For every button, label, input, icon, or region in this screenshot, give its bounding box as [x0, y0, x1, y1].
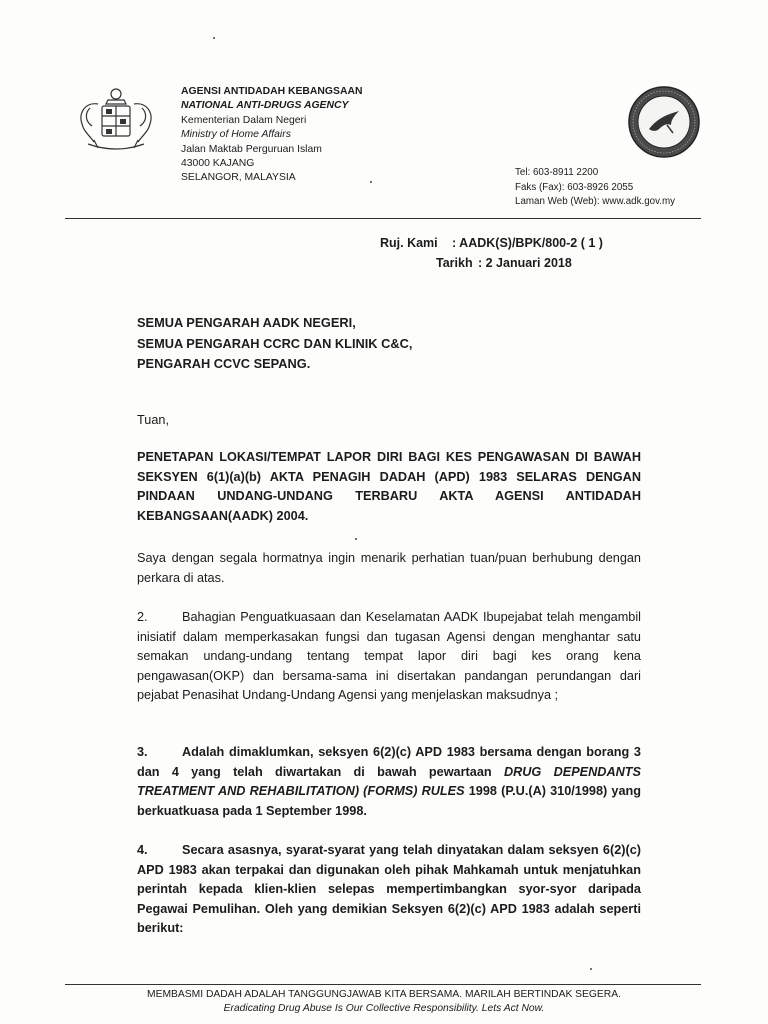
paragraph-3 [137, 743, 641, 821]
paragraph-2 [137, 608, 641, 706]
paragraph-text: Secara asasnya, syarat-syarat yang telah dinyatakan dalam seksyen 6(2)(c) APD 1983 akan terpakai dan digunakan oleh pihak Mahkamah untuk menjatuhkan perintah kepada klien-klien selepas mempertimbangkan syor-syor daripada Pegawai Pemulihan. Oleh yang demikian Seksyen 6(2)(c) APD 1983 adalah seperti berikut: [137, 843, 641, 936]
date-label: Tarikh [436, 256, 473, 270]
ref-value: : AADK(S)/BPK/800-2 ( 1 ) [452, 236, 603, 250]
subject-heading: PENETAPAN LOKASI/TEMPAT LAPOR DIRI BAGI KES PENGAWASAN DI BAWAH SEKSYEN 6(1)(a)(b) AKTA PENAGIH DADAH (APD) 1983 SELARAS DENGAN PINDAAN UNDANG-UNDANG TERBARU AKTA AGENSI ANTIDADAH KEBANGSAAN(AADK) 2004. [137, 450, 641, 523]
date-value: : 2 Januari 2018 [478, 256, 572, 270]
recipient-line: PENGARAH CCVC SEPANG. [137, 356, 311, 371]
scan-speck [370, 181, 372, 183]
scan-speck [355, 538, 357, 540]
website: Laman Web (Web): www.adk.gov.my [515, 196, 676, 208]
footer-slogan-en: Eradicating Drug Abuse Is Our Collective Responsibility. Lets Act Now. [223, 1003, 545, 1014]
paragraph-text: 1998 (P.U.(A) 310/1998) yang berkuatkuasa pada 1 September 1998. [137, 784, 641, 818]
contact-block [515, 166, 675, 210]
reference-block [380, 233, 603, 273]
agency-name-en: NATIONAL ANTI-DRUGS AGENCY [181, 100, 349, 112]
ministry-ms: Kementerian Dalam Negeri [181, 114, 307, 126]
paragraph-4 [137, 841, 641, 939]
address-state: SELANGOR, MALAYSIA [181, 172, 296, 184]
agency-address-block [181, 85, 362, 186]
malaysia-coat-of-arms-icon [68, 84, 164, 156]
scan-speck [590, 968, 592, 970]
paragraph-text-italic: DRUG DEPENDANTS TREATMENT AND REHABILITATION) (FORMS) RULES [137, 764, 641, 799]
address-street: Jalan Maktab Perguruan Islam [181, 143, 322, 155]
paragraph-number: 4. [137, 843, 148, 857]
ref-label: Ruj. Kami [380, 236, 438, 250]
agency-name-ms: AGENSI ANTIDADAH KEBANGSAAN [181, 86, 363, 97]
fax: Faks (Fax): 603-8926 2055 [515, 181, 634, 193]
footer-divider [65, 984, 701, 985]
recipients-block [137, 313, 412, 375]
intro-paragraph: Saya dengan segala hormatnya ingin menarik perhatian tuan/puan berhubung dengan perkara di atas. [137, 551, 641, 585]
paragraph-text: Adalah dimaklumkan, seksyen 6(2)(c) APD 1983 bersama dengan borang 3 dan 4 yang telah diwartakan di bawah pewartaan [137, 745, 641, 779]
address-city: 43000 KAJANG [181, 158, 255, 170]
ministry-en: Ministry of Home Affairs [181, 129, 291, 141]
paragraph-text: Bahagian Penguatkuasaan dan Keselamatan AADK Ibupejabat telah mengambil inisiatif dalam memperkasakan fungsi dan tugasan Agensi dengan menghantar satu semakan undang-undang tentang tempat lapor diri bagi kes orang kena pengawasan(OKP) dan bersama-sama ini disertakan pandangan perundangan dari pejabat Penasihat Undang-Undang Agensi yang menjelaskan maksudnya ; [137, 610, 641, 703]
recipient-line: SEMUA PENGARAH CCRC DAN KLINIK C&C, [137, 335, 413, 351]
footer-slogan-ms: MEMBASMI DADAH ADALAH TANGGUNGJAWAB KITA BERSAMA. MARILAH BERTINDAK SEGERA. [147, 989, 621, 1000]
paragraph-number: 3. [137, 745, 148, 759]
paragraph-number: 2. [137, 610, 148, 624]
recipient-line: SEMUA PENGARAH AADK NEGERI, [137, 315, 356, 330]
telephone: Tel: 603-8911 2200 [515, 167, 599, 178]
aadk-seal-icon [627, 85, 701, 159]
scan-speck [213, 37, 215, 39]
header-divider [65, 218, 701, 219]
salutation: Tuan, [137, 413, 169, 427]
